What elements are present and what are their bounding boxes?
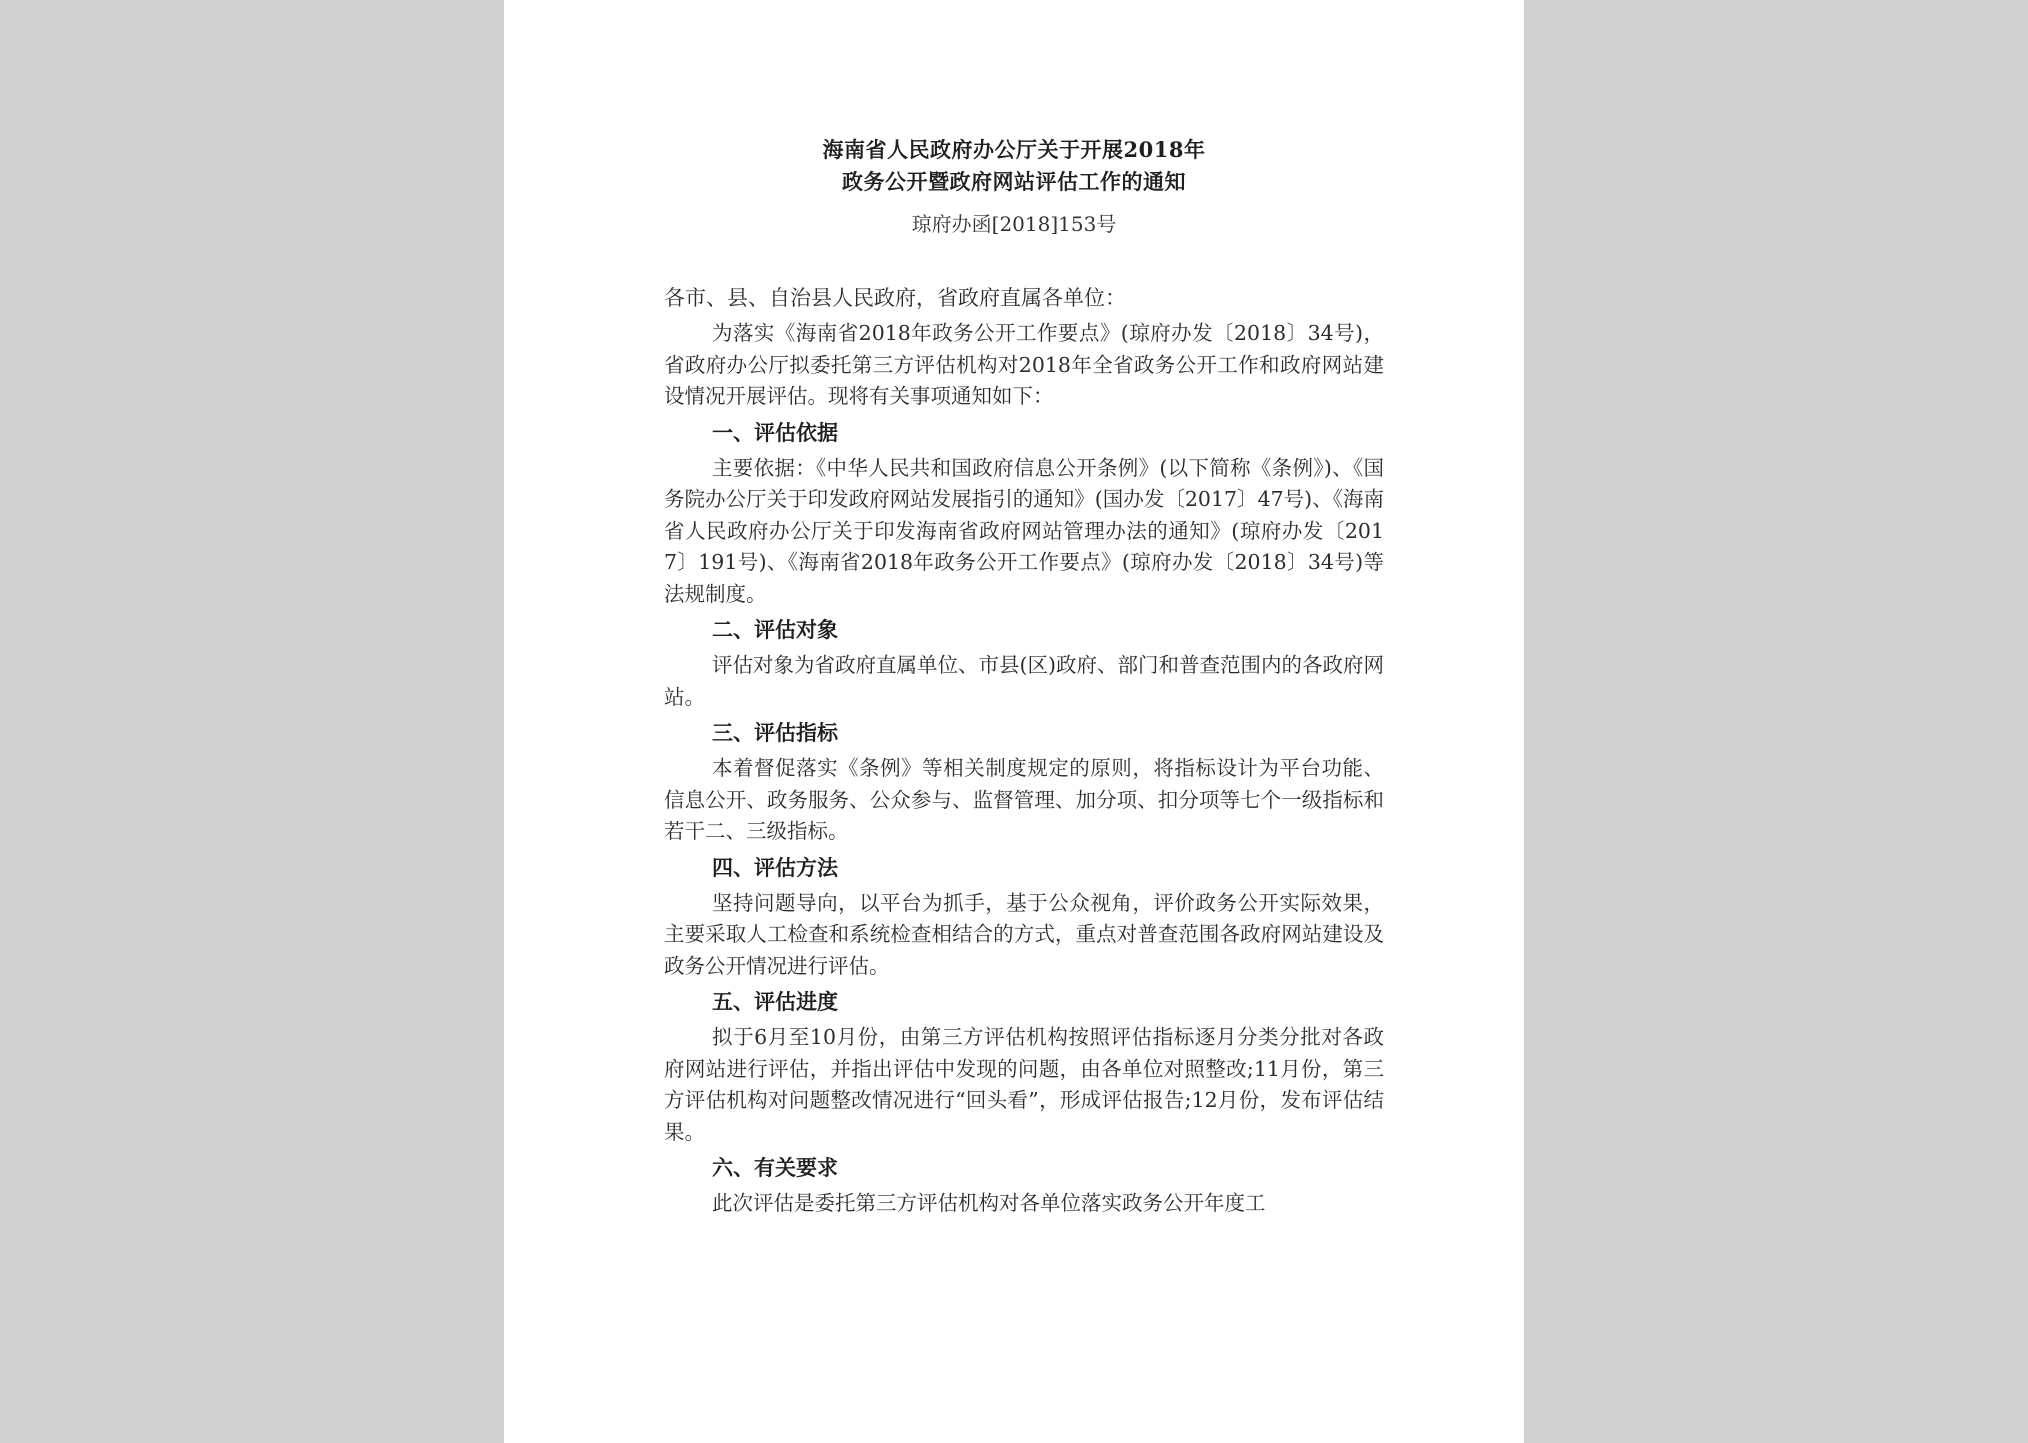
section-text-methods: 坚持问题导向，以平台为抓手，基于公众视角，评价政务公开实际效果，主要采取人工检查和系统检查相结合的方式，重点对普查范围各政府网站建设及政务公开情况进行评估。 xyxy=(664,890,1384,978)
section-heading-targets: 二、评估对象 xyxy=(712,617,838,642)
section-heading-basis: 一、评估依据 xyxy=(712,419,838,445)
section-heading-schedule: 五、评估进度 xyxy=(712,989,838,1014)
document-body xyxy=(664,283,1384,1224)
document-title-line-1: 海南省人民政府办公厅关于开展2018年 xyxy=(822,137,1206,162)
section-text-indicators: 本着督促落实《条例》等相关制度规定的原则，将指标设计为平台功能、信息公开、政务服务、公众参与、监督管理、加分项、扣分项等七个一级指标和若干二、三级指标。 xyxy=(664,756,1384,843)
section-text-schedule: 拟于6月至10月份，由第三方评估机构按照评估指标逐月分类分批对各政府网站进行评估，并指出评估中发现的问题，由各单位对照整改;11月份，第三方评估机构对问题整改情况进行“回头看”，形成评估报告;12月份，发布评估结果。 xyxy=(664,1025,1384,1144)
intro-paragraph: 为落实《海南省2018年政务公开工作要点》(琼府办发〔2018〕34号)，省政府办公厅拟委托第三方评估机构对2018年全省政务公开工作和政府网站建设情况开展评估。现将有关事项通知如下： xyxy=(664,321,1384,408)
document-number: 琼府办函[2018]153号 xyxy=(911,212,1117,236)
section-text-basis: 主要依据：《中华人民共和国政府信息公开条例》(以下简称《条例》)、《国务院办公厅关于印发政府网站发展指引的通知》(国办发〔2017〕47号)、《海南省人民政府办公厅关于印发海南省政府网站管理办法的通知》(琼府办发〔2017〕191号)、《海南省2018年政务公开工作要点》(琼府办发〔2018〕34号)等法规制度。 xyxy=(664,455,1384,606)
title-block xyxy=(504,134,1524,238)
document-page xyxy=(504,0,1524,1443)
section-heading-indicators: 三、评估指标 xyxy=(712,720,838,745)
section-heading-requirements: 六、有关要求 xyxy=(712,1155,838,1180)
salutation: 各市、县、自治县人民政府，省政府直属各单位： xyxy=(664,286,1126,310)
document-title-line-2: 政务公开暨政府网站评估工作的通知 xyxy=(842,169,1186,194)
section-heading-methods: 四、评估方法 xyxy=(712,854,838,880)
section-text-targets: 评估对象为省政府直属单位、市县(区)政府、部门和普查范围内的各政府网站。 xyxy=(664,653,1384,709)
section-text-requirements: 此次评估是委托第三方评估机构对各单位落实政务公开年度工 xyxy=(712,1191,1266,1215)
